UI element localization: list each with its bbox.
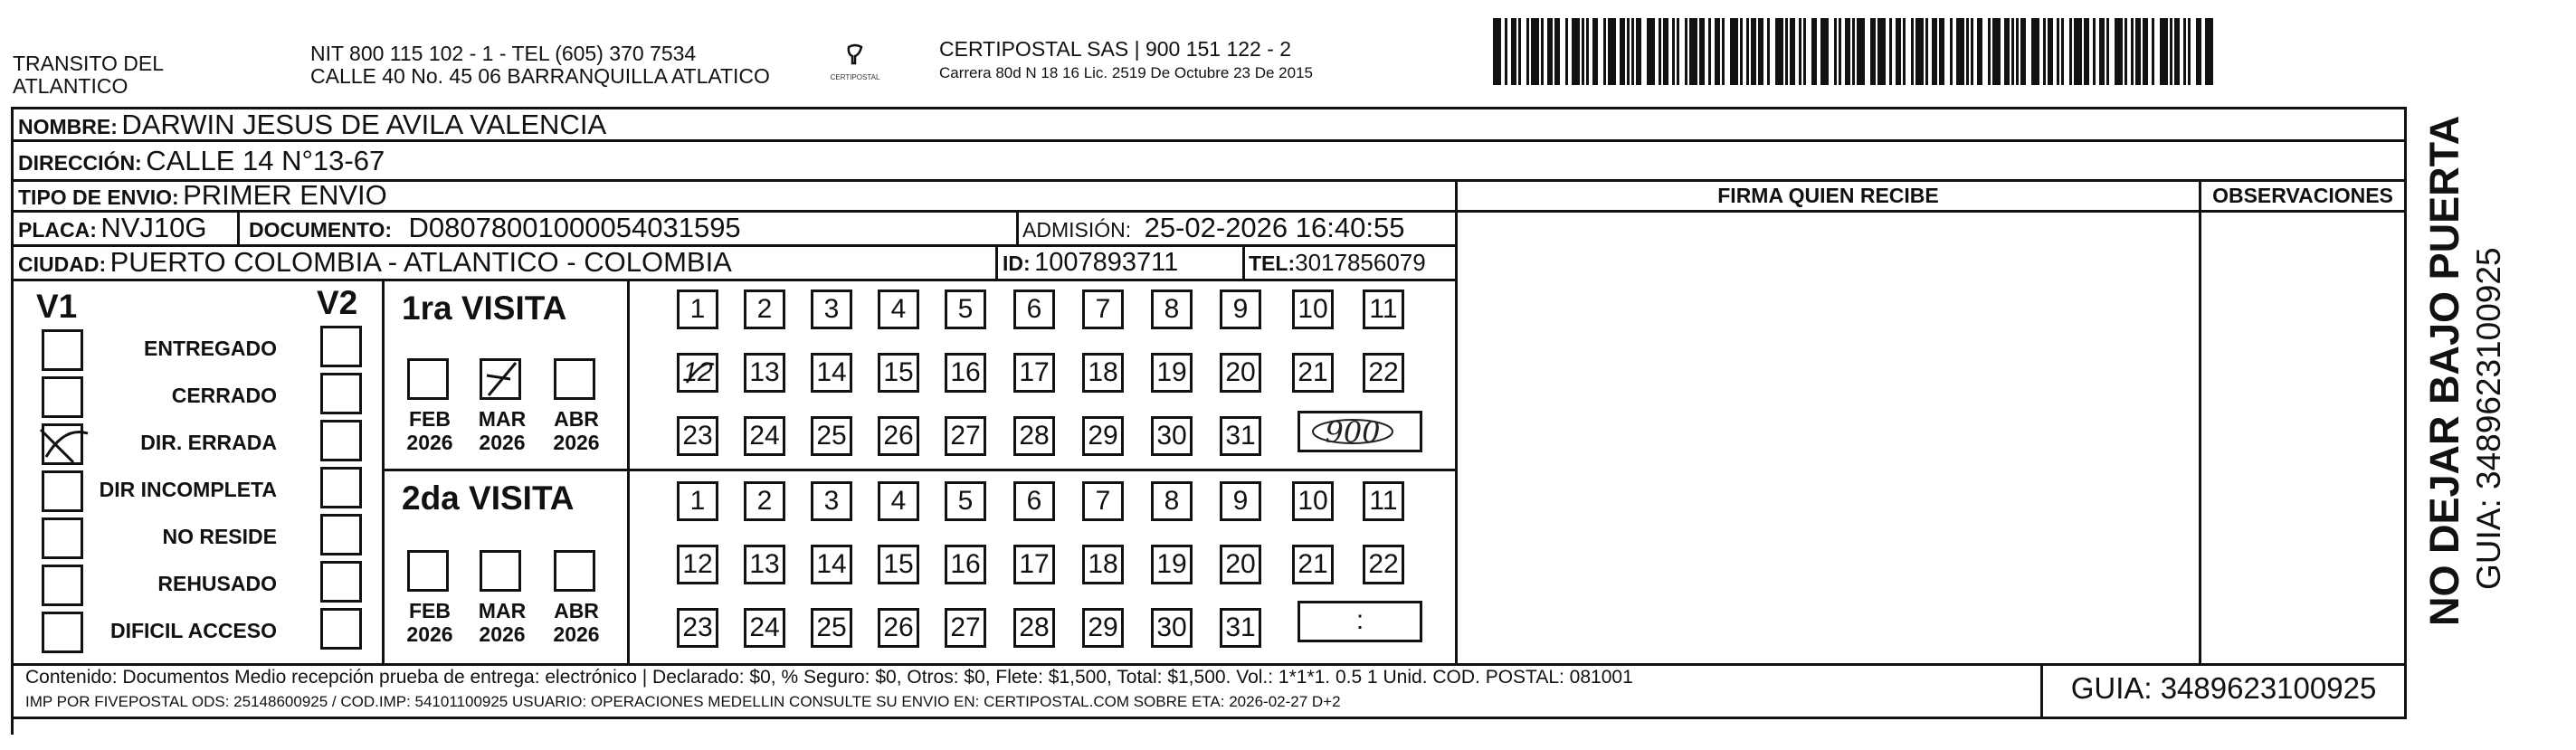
barcode-bar (1977, 18, 1982, 85)
license-line: Carrera 80d N 18 16 Lic. 2519 De Octubre 23 De 2015 (939, 64, 1313, 81)
barcode-bar (2011, 18, 2014, 85)
barcode-bar (1839, 18, 1841, 85)
check-mark-icon (681, 356, 718, 392)
handwritten-time (1300, 413, 1420, 450)
month-year: 2026 (406, 431, 453, 454)
v2-header: V2 (317, 284, 358, 321)
barcode-bar (1708, 18, 1711, 85)
day-box[interactable]: 20 (1220, 353, 1261, 393)
day-box[interactable]: 22 (1363, 353, 1404, 393)
v1-checkbox[interactable] (42, 470, 83, 512)
barcode-bar (1608, 18, 1616, 85)
barcode-bar (2106, 18, 2109, 85)
barcode-bar (1992, 18, 2001, 85)
org-line-2: ATLANTICO (13, 74, 128, 98)
id-row (1003, 246, 1178, 283)
barcode-bar (1603, 18, 1606, 85)
direccion-row (18, 145, 385, 183)
org-contact (310, 43, 770, 88)
tel-label: TEL: (1249, 252, 1296, 275)
day-box[interactable]: 28 (1013, 416, 1055, 456)
barcode-bar (2020, 18, 2026, 85)
month-year: 2026 (553, 622, 600, 646)
barcode-bar (1811, 18, 1817, 85)
barcode-bar (1620, 18, 1625, 85)
day-box[interactable]: 24 (744, 608, 785, 648)
month-checkbox[interactable] (407, 550, 449, 592)
month-checkbox[interactable] (554, 358, 595, 400)
v1-checkbox[interactable] (42, 423, 83, 465)
barcode-bar (2131, 18, 2134, 85)
day-box[interactable]: 30 (1151, 416, 1193, 456)
v1-checkbox[interactable] (42, 376, 83, 418)
barcode-bar (1956, 18, 1964, 85)
status-label: NO RESIDE (162, 525, 277, 548)
col-line (1455, 179, 1458, 663)
barcode (1493, 18, 2226, 85)
month-year: 2026 (553, 431, 600, 454)
admision-row (1022, 212, 1404, 250)
admision-value: 25-02-2026 16:40:55 (1144, 212, 1405, 243)
barcode-bar (1845, 18, 1850, 85)
day-box[interactable]: 9 (1220, 290, 1261, 329)
barcode-bar (1746, 18, 1749, 85)
signature-area[interactable] (1459, 214, 2197, 662)
status-label: CERRADO (171, 384, 277, 407)
barcode-bar (1932, 18, 1937, 85)
day-box[interactable]: 3 (811, 481, 852, 521)
day-box[interactable]: 10 (1292, 290, 1334, 329)
observations-area[interactable] (2202, 214, 2403, 662)
barcode-bar (1939, 18, 1944, 85)
day-box[interactable]: 13 (744, 545, 785, 584)
day-box[interactable]: 2 (744, 481, 785, 521)
documento-row (249, 212, 741, 250)
barcode-bar (1518, 18, 1521, 85)
day-box[interactable]: 25 (811, 416, 852, 456)
month-label: ABR (554, 407, 599, 431)
frame-right (2404, 107, 2407, 717)
imp-line: IMP POR FIVEPOSTAL ODS: 25148600925 / COD.IMP: 54101100925 USUARIO: OPERACIONES MEDELLIN CONSULTE SU ENVIO EN: CERTIPOSTAL.COM SOBRE ETA: 2026-02-27 D+2 (25, 693, 1341, 710)
day-box[interactable]: 21 (1292, 353, 1334, 393)
svg-text:CERTIPOSTAL: CERTIPOSTAL (830, 73, 880, 81)
barcode-bar (1659, 18, 1661, 85)
day-box[interactable]: 25 (811, 608, 852, 648)
day-box[interactable]: 16 (945, 353, 986, 393)
id-value: 1007893711 (1034, 248, 1179, 277)
month-year: 2026 (479, 431, 526, 454)
day-box[interactable]: 23 (677, 416, 718, 456)
barcode-bar (2183, 18, 2186, 85)
month-checkbox[interactable] (407, 358, 449, 400)
barcode-bar (1582, 18, 1584, 85)
barcode-bar (1493, 18, 1501, 85)
address-line: CALLE 40 No. 45 06 BARRANQUILLA ATLATICO (310, 64, 770, 88)
barcode-bar (2160, 18, 2168, 85)
day-box[interactable]: 2 (744, 290, 785, 329)
barcode-bar (2093, 18, 2096, 85)
barcode-bar (1785, 18, 1788, 85)
v1-checkbox[interactable] (42, 612, 83, 653)
barcode-bar (2074, 18, 2082, 85)
check-mark-icon (480, 356, 527, 403)
barcode-bar (1950, 18, 1953, 85)
documento-label: DOCUMENTO: (249, 218, 393, 242)
day-box[interactable]: 8 (1151, 481, 1193, 521)
barcode-bar (2174, 18, 2180, 85)
ciudad-row (18, 246, 732, 284)
barcode-bar (1592, 18, 1598, 85)
day-box[interactable]: 17 (1013, 545, 1055, 584)
barcode-bar (1554, 18, 1560, 85)
barcode-bar (1631, 18, 1634, 85)
day-box[interactable]: 3 (811, 290, 852, 329)
day-box[interactable]: 7 (1082, 481, 1124, 521)
documento-value: D08078001000054031595 (408, 212, 741, 243)
barcode-bar (1820, 18, 1829, 85)
day-box[interactable]: 16 (945, 545, 986, 584)
barcode-bar (1740, 18, 1743, 85)
logo-icon (814, 42, 896, 85)
v1-header: V1 (36, 288, 78, 325)
day-box[interactable]: 29 (1082, 416, 1124, 456)
v1-checkbox[interactable] (42, 329, 83, 371)
status-label: ENTREGADO (144, 337, 277, 360)
barcode-bar (1852, 18, 1855, 85)
tipo-value: PRIMER ENVIO (183, 179, 387, 211)
day-box[interactable]: 10 (1292, 481, 1334, 521)
barcode-bar (1925, 18, 1928, 85)
day-box[interactable]: 23 (677, 608, 718, 648)
check-mark-icon (37, 421, 91, 468)
barcode-bar (2069, 18, 2072, 85)
col-line (1016, 210, 1019, 244)
status-label: DIR INCOMPLETA (99, 478, 277, 501)
placa-row (18, 212, 207, 250)
nit-line: NIT 800 115 102 - 1 - TEL (605) 370 7534 (310, 42, 697, 65)
month-year: 2026 (406, 622, 453, 646)
barcode-bar (1911, 18, 1914, 85)
certipostal-logo (814, 42, 896, 85)
day-box[interactable]: 18 (1082, 545, 1124, 584)
courier-line: CERTIPOSTAL SAS | 900 151 122 - 2 (939, 37, 1292, 61)
admision-label: ADMISIÓN: (1022, 218, 1132, 242)
month-label: FEB (409, 599, 451, 622)
barcode-bar (2188, 18, 2191, 85)
barcode-bar (1722, 18, 1725, 85)
barcode-bar (1799, 18, 1801, 85)
day-box[interactable]: 7 (1082, 290, 1124, 329)
barcode-bar (2031, 18, 2039, 85)
v2-checkbox[interactable] (320, 373, 362, 414)
barcode-bar (1647, 18, 1655, 85)
day-box[interactable]: 1 (677, 481, 718, 521)
barcode-bar (2099, 18, 2105, 85)
nombre-label: NOMBRE: (18, 115, 118, 138)
v2-checkbox[interactable] (320, 420, 362, 461)
barcode-bar (1988, 18, 1991, 85)
frame-bottom (11, 717, 2407, 719)
day-box[interactable]: 15 (878, 353, 919, 393)
barcode-bar (2004, 18, 2010, 85)
barcode-bar (2043, 18, 2046, 85)
direccion-label: DIRECCIÓN: (18, 151, 142, 175)
barcode-bar (2057, 18, 2059, 85)
ciudad-label: CIUDAD: (18, 252, 107, 276)
month-label: MAR (478, 407, 527, 431)
barcode-bar (2170, 18, 2172, 85)
barcode-bar (1572, 18, 1580, 85)
barcode-bar (2205, 18, 2213, 85)
day-box[interactable]: 24 (744, 416, 785, 456)
day-box[interactable]: 31 (1220, 416, 1261, 456)
courier-info (939, 38, 1313, 82)
month-label: ABR (554, 599, 599, 622)
barcode-bar (1870, 18, 1876, 85)
barcode-bar (2143, 18, 2148, 85)
second-visit-title: 2da VISITA (402, 479, 575, 517)
day-box[interactable]: 11 (1363, 290, 1404, 329)
barcode-bar (2135, 18, 2141, 85)
day-box[interactable]: 19 (1151, 353, 1193, 393)
barcode-bar (1541, 18, 1544, 85)
barcode-bar (1877, 18, 1886, 85)
day-box[interactable]: 12 (677, 545, 718, 584)
v2-checkbox[interactable] (320, 326, 362, 367)
barcode-bar (1790, 18, 1795, 85)
month-label: MAR (478, 599, 527, 622)
tel-value: 3017856079 (1295, 249, 1426, 276)
barcode-bar (1857, 18, 1865, 85)
barcode-bar (2061, 18, 2064, 85)
tipo-label: TIPO DE ENVIO: (18, 185, 179, 209)
barcode-bar (1586, 18, 1589, 85)
svg-text:900: 900 (1325, 415, 1381, 450)
barcode-bar (1966, 18, 1969, 85)
barcode-bar (1775, 18, 1783, 85)
barcode-bar (2084, 18, 2089, 85)
day-box[interactable]: 29 (1082, 608, 1124, 648)
visit-divider (382, 469, 1457, 471)
barcode-bar (1903, 18, 1906, 85)
tel-row (1249, 246, 1426, 283)
barcode-bar (1547, 18, 1553, 85)
barcode-bar (1889, 18, 1892, 85)
day-box[interactable]: 17 (1013, 353, 1055, 393)
barcode-bar (1663, 18, 1668, 85)
day-box[interactable]: 20 (1220, 545, 1261, 584)
col-line (995, 244, 998, 279)
firma-header: FIRMA QUIEN RECIBE (1717, 184, 1939, 207)
org-name (13, 52, 164, 98)
col-head-line (1455, 210, 2407, 213)
barcode-bar (1636, 18, 1641, 85)
col-line (2199, 179, 2201, 663)
direccion-value: CALLE 14 N°13-67 (146, 145, 385, 176)
barcode-bar (1565, 18, 1568, 85)
day-box[interactable]: 15 (878, 545, 919, 584)
side-guia: GUIA: 3489623100925 (2470, 247, 2507, 590)
day-box[interactable]: 4 (878, 481, 919, 521)
v2-checkbox[interactable] (320, 608, 362, 650)
barcode-bar (1526, 18, 1529, 85)
v2-checkbox[interactable] (320, 467, 362, 508)
month-checkbox[interactable] (554, 550, 595, 592)
month-checkbox[interactable] (480, 550, 521, 592)
day-box[interactable]: 6 (1013, 481, 1055, 521)
day-box[interactable]: 19 (1151, 545, 1193, 584)
day-box[interactable]: 27 (945, 608, 986, 648)
barcode-bar (1511, 18, 1516, 85)
day-box[interactable]: 22 (1363, 545, 1404, 584)
status-label: REHUSADO (157, 572, 277, 595)
nombre-value: DARWIN JESUS DE AVILA VALENCIA (121, 109, 607, 140)
barcode-bar (2115, 18, 2123, 85)
day-box[interactable]: 26 (878, 608, 919, 648)
day-box[interactable]: 30 (1151, 608, 1193, 648)
barcode-bar (1685, 18, 1687, 85)
status-label: DIR. ERRADA (140, 431, 277, 454)
month-checkbox[interactable] (480, 358, 521, 400)
placa-value: NVJ10G (100, 212, 207, 243)
barcode-bar (2124, 18, 2127, 85)
day-box[interactable]: 12 (677, 353, 718, 393)
barcode-bar (1971, 18, 1973, 85)
barcode-bar (1767, 18, 1770, 85)
barcode-bar (2016, 18, 2019, 85)
observaciones-header: OBSERVACIONES (2212, 184, 2393, 207)
day-box[interactable]: 8 (1151, 290, 1193, 329)
content-line: Contenido: Documentos Medio recepción prueba de entrega: electrónico | Declarado: $0, % Seguro: $0, Otros: $0, Flete: $1,500, Total: $1,500. Vol.: 1*1*1. 0.5 1 Unid. COD. POSTAL: 081001 (25, 667, 1633, 688)
day-box[interactable]: 14 (811, 545, 852, 584)
day-box[interactable]: 1 (677, 290, 718, 329)
placa-label: PLACA: (18, 218, 97, 242)
barcode-bar (1751, 18, 1756, 85)
barcode-bar (1715, 18, 1720, 85)
barcode-bar (1834, 18, 1837, 85)
barcode-bar (1677, 18, 1679, 85)
barcode-bar (1730, 18, 1738, 85)
day-box[interactable]: 9 (1220, 481, 1261, 521)
org-line-1: TRANSITO DEL (13, 52, 164, 75)
barcode-bar (1672, 18, 1675, 85)
day-box[interactable]: 13 (744, 353, 785, 393)
barcode-bar (1803, 18, 1806, 85)
status-label: DIFICIL ACCESO (109, 619, 277, 642)
first-visit-time[interactable] (1298, 411, 1422, 452)
day-box[interactable]: 26 (878, 416, 919, 456)
ciudad-value: PUERTO COLOMBIA - ATLANTICO - COLOMBIA (109, 246, 732, 278)
side-warning: NO DEJAR BAJO PUERTA (2421, 115, 2467, 626)
day-box[interactable]: 5 (945, 290, 986, 329)
day-box[interactable]: 5 (945, 481, 986, 521)
barcode-bar (1758, 18, 1763, 85)
barcode-bar (1915, 18, 1924, 85)
day-box[interactable]: 31 (1220, 608, 1261, 648)
day-box[interactable]: 28 (1013, 608, 1055, 648)
day-box[interactable]: 21 (1292, 545, 1334, 584)
barcode-bar (1699, 18, 1705, 85)
nombre-row (18, 109, 606, 147)
barcode-bar (2048, 18, 2053, 85)
barcode-bar (1896, 18, 1901, 85)
day-box[interactable]: 4 (878, 290, 919, 329)
day-box[interactable]: 14 (811, 353, 852, 393)
v1-checkbox[interactable] (42, 517, 83, 559)
barcode-bar (1627, 18, 1630, 85)
first-visit-title: 1ra VISITA (402, 290, 567, 327)
day-box[interactable]: 27 (945, 416, 986, 456)
month-label: FEB (409, 407, 451, 431)
month-year: 2026 (479, 622, 526, 646)
barcode-bar (1505, 18, 1507, 85)
v1-checkbox[interactable] (42, 565, 83, 606)
barcode-bar (1689, 18, 1697, 85)
id-label: ID: (1003, 252, 1031, 275)
v2-checkbox[interactable] (320, 514, 362, 555)
day-box[interactable]: 11 (1363, 481, 1404, 521)
day-box[interactable]: 18 (1082, 353, 1124, 393)
barcode-bar (1531, 18, 1539, 85)
barcode-bar (2196, 18, 2201, 85)
v2-checkbox[interactable] (320, 561, 362, 603)
guia-box: GUIA: 3489623100925 (2070, 671, 2377, 705)
barcode-bar (2152, 18, 2154, 85)
frame-left (11, 107, 14, 735)
day-box[interactable]: 6 (1013, 290, 1055, 329)
second-visit-time[interactable]: : (1298, 601, 1422, 642)
